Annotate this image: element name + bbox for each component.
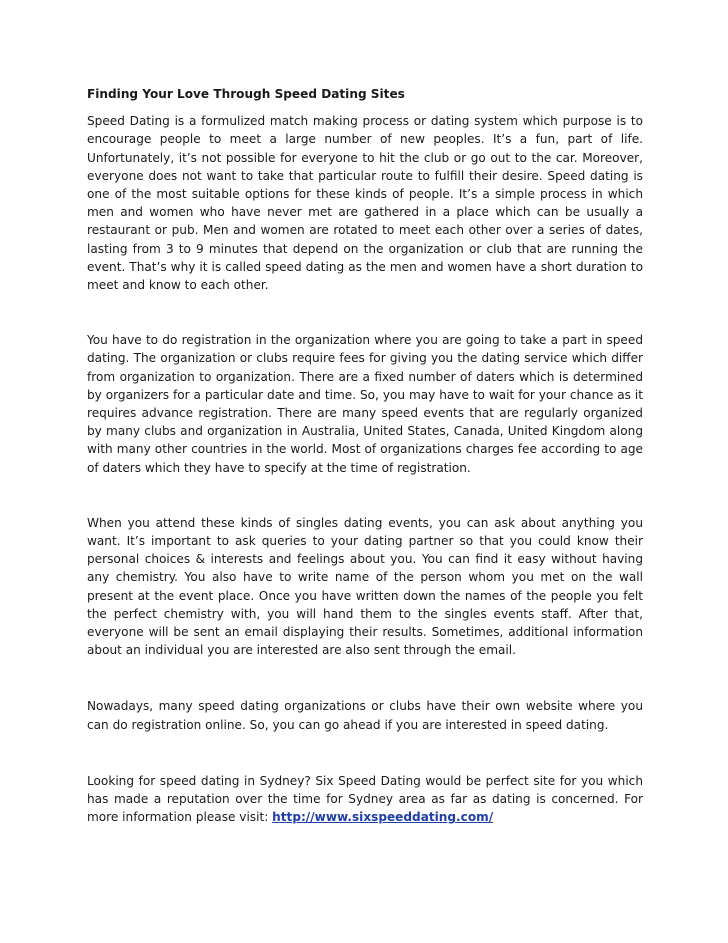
paragraph-events: When you attend these kinds of singles dating events, you can ask about anything you want. It’s important to ask queries to your dating partner so that you could know their personal choices & interests and feelings about you. You can find it easy without having any chemistry. You also have to write name of the person whom you met on the wall present at the event place. Once you have written down the names of the people you felt the perfect chemistry with, you will hand them to the singles events staff. After that, everyone will be sent an email displaying their results. Sometimes, additional information about an individual you are interested are also sent through the email. (87, 515, 643, 658)
website-link[interactable]: http://www.sixspeeddating.com/ (272, 810, 494, 825)
document-title: Finding Your Love Through Speed Dating Sites (87, 87, 405, 101)
document-page (87, 85, 643, 827)
paragraph-intro: Speed Dating is a formulized match making process or dating system which purpose is to encourage people to meet a large number of new peoples. It’s a fun, part of life. Unfortunately, it’s not possible for everyone to hit the club or go out to the car. Moreover, everyone does not want to take that particular route to fulfill their desire. Speed dating is one of the most suitable options for these kinds of people. It’s a simple process in which men and women who have never met are gathered in a place which can be usually a restaurant or pub. Men and women are rotated to meet each other over a series of dates, lasting from 3 to 9 minutes that depend on the organization or club that are running the event. That’s why it is called speed dating as the men and women have a short duration to meet and know to each other. (87, 114, 643, 293)
paragraph-registration: You have to do registration in the organization where you are going to take a part in speed dating. The organization or clubs require fees for giving you the dating service which differ from organization to organization. There are a fixed number of daters which is determined by organizers for a particular date and time. So, you may have to wait for your chance as it requires advance registration. There are many speed events that are regularly organized by many clubs and organization in Australia, United States, Canada, United Kingdom along with many other countries in the world. Most of organizations charges fee according to age of daters which they have to specify at the time of registration. (87, 333, 643, 475)
closing-text: Looking for speed dating in Sydney? Six Speed Dating would be perfect site for you which has made a reputation over the time for Sydney area as far as dating is concerned. For more information please visit: (87, 773, 643, 825)
paragraph-websites: Nowadays, many speed dating organizations or clubs have their own website where you can do registration online. So, you can go ahead if you are interested in speed dating. (87, 699, 643, 732)
paragraph-closing (87, 772, 643, 827)
